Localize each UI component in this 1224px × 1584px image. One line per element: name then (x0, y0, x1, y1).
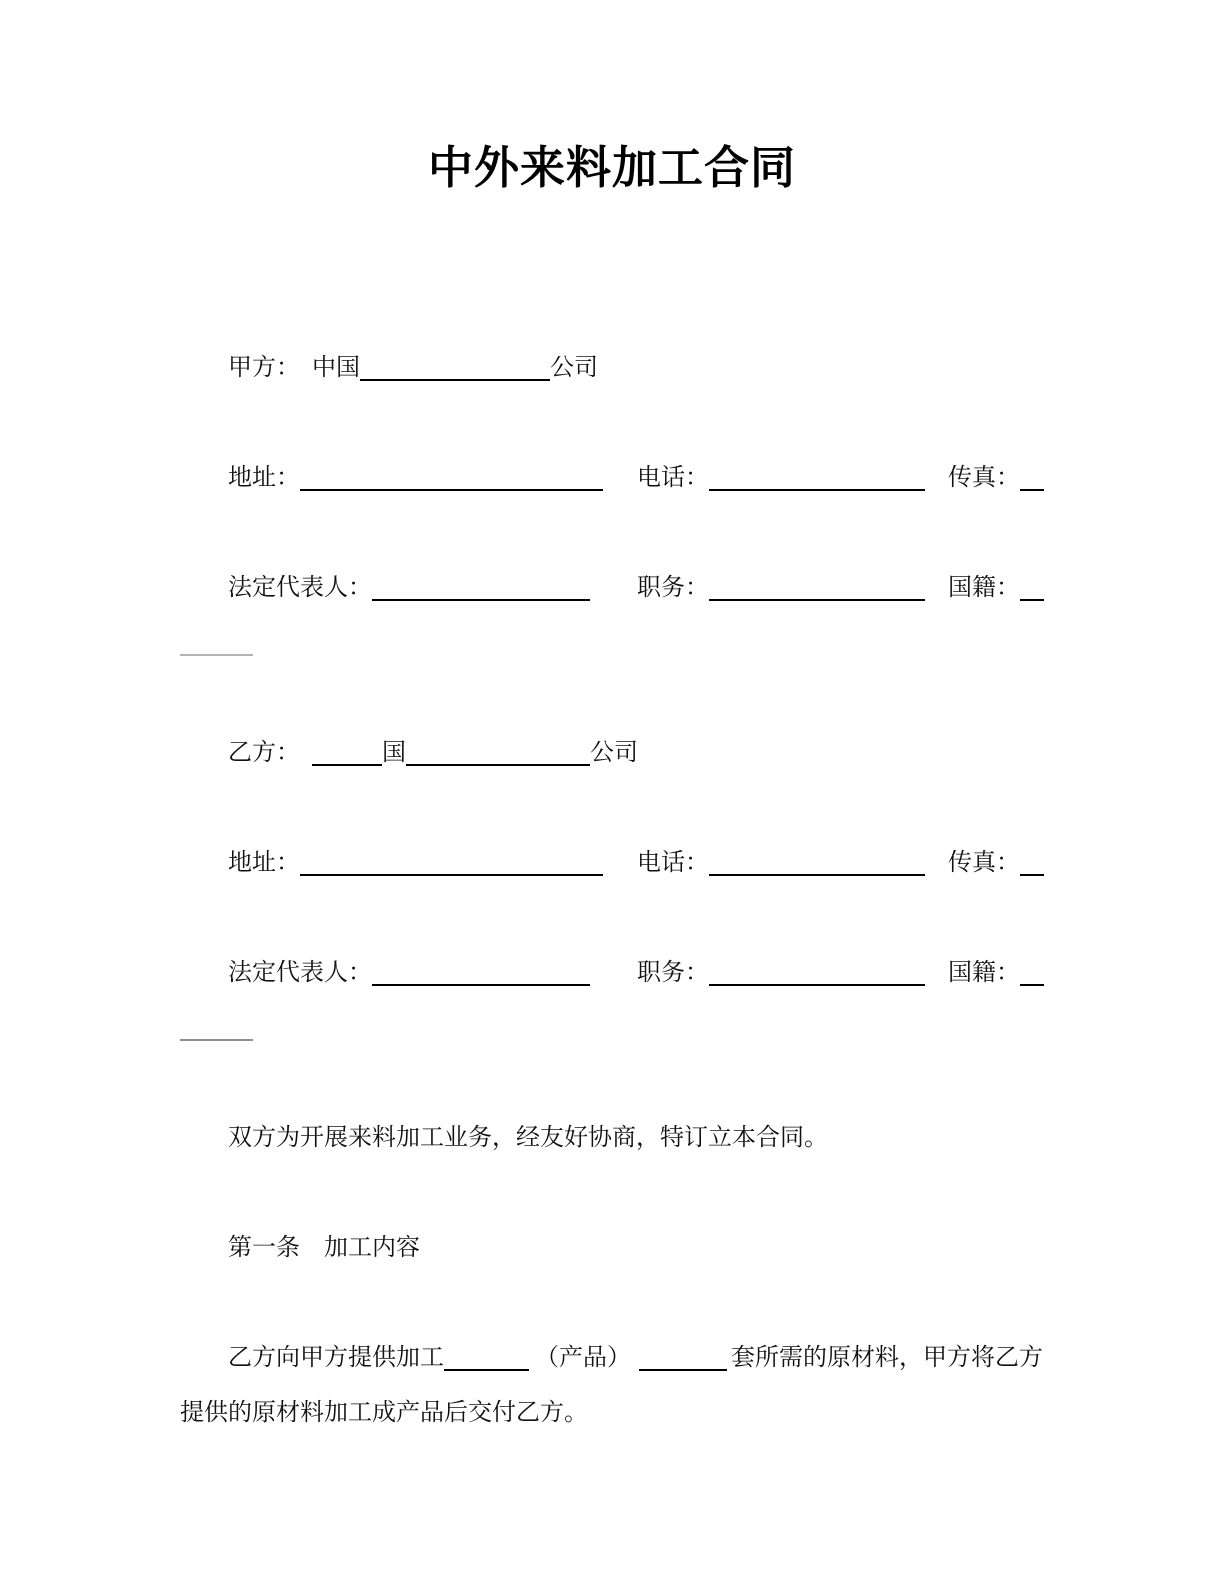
party-a-company-blank (360, 351, 550, 381)
party-a-name-suffix: 公司 (550, 355, 598, 381)
fax-label: 传真： (948, 850, 1020, 876)
document-title: 中外来料加工合同 (427, 142, 796, 193)
article1-seg2: （产品） (535, 1345, 631, 1371)
party-b-company-blank (406, 736, 590, 766)
party-b-rep-blank (372, 956, 590, 986)
party-b-nationality-blank (1020, 956, 1044, 986)
phone-label: 电话： (637, 465, 709, 491)
article1-heading: 第一条 加工内容 (228, 1235, 420, 1261)
party-b-name-group (312, 736, 638, 770)
article1-seg1: 乙方向甲方提供加工 (228, 1345, 444, 1371)
party-b-country-blank (312, 736, 382, 766)
nationality-label: 国籍： (948, 960, 1020, 986)
intro-paragraph: 双方为开展来料加工业务，经友好协商，特订立本合同。 (228, 1125, 828, 1151)
address-label: 地址： (228, 850, 300, 876)
nationality-label: 国籍： (948, 575, 1020, 601)
party-a-fax-group (948, 461, 1044, 495)
party-b-fax-blank (1020, 846, 1044, 876)
article1-product-blank (444, 1341, 529, 1371)
party-a-position-blank (709, 571, 925, 601)
fax-label: 传真： (948, 465, 1020, 491)
position-label: 职务： (637, 960, 709, 986)
party-b-address-group (228, 846, 603, 880)
party-b-nationality-overflow-blank (180, 1011, 253, 1041)
party-b-address-blank (300, 846, 603, 876)
party-b-phone-blank (709, 846, 925, 876)
article1-line2: 提供的原材料加工成产品后交付乙方。 (180, 1400, 588, 1426)
party-b-name-suffix: 公司 (590, 740, 638, 766)
party-b-position-group (637, 956, 925, 990)
party-a-nationality-group (948, 571, 1044, 605)
article1-seg3: 套所需的原材料，甲方将乙方 (731, 1345, 1043, 1371)
party-a-name-prefix: 中国 (312, 355, 360, 381)
party-a-nationality-overflow-blank (180, 626, 253, 656)
legal-rep-label: 法定代表人： (228, 960, 372, 986)
article1-line1 (180, 1341, 1108, 1375)
position-label: 职务： (637, 575, 709, 601)
article1-quantity-blank (639, 1341, 727, 1371)
party-a-rep-blank (372, 571, 590, 601)
party-a-fax-blank (1020, 461, 1044, 491)
party-a-name-group (312, 351, 598, 385)
party-b-fax-group (948, 846, 1044, 880)
party-a-rep-group (228, 571, 590, 605)
party-a-phone-blank (709, 461, 925, 491)
party-a-address-group (228, 461, 603, 495)
party-b-phone-group (637, 846, 925, 880)
legal-rep-label: 法定代表人： (228, 575, 372, 601)
party-a-position-group (637, 571, 925, 605)
party-a-label: 甲方： (228, 355, 300, 381)
party-a-nationality-blank (1020, 571, 1044, 601)
party-b-rep-group (228, 956, 590, 990)
party-b-position-blank (709, 956, 925, 986)
address-label: 地址： (228, 465, 300, 491)
party-b-nationality-group (948, 956, 1044, 990)
party-b-label: 乙方： (228, 740, 300, 766)
party-a-phone-group (637, 461, 925, 495)
phone-label: 电话： (637, 850, 709, 876)
party-a-address-blank (300, 461, 603, 491)
party-b-name-mid: 国 (382, 740, 406, 766)
